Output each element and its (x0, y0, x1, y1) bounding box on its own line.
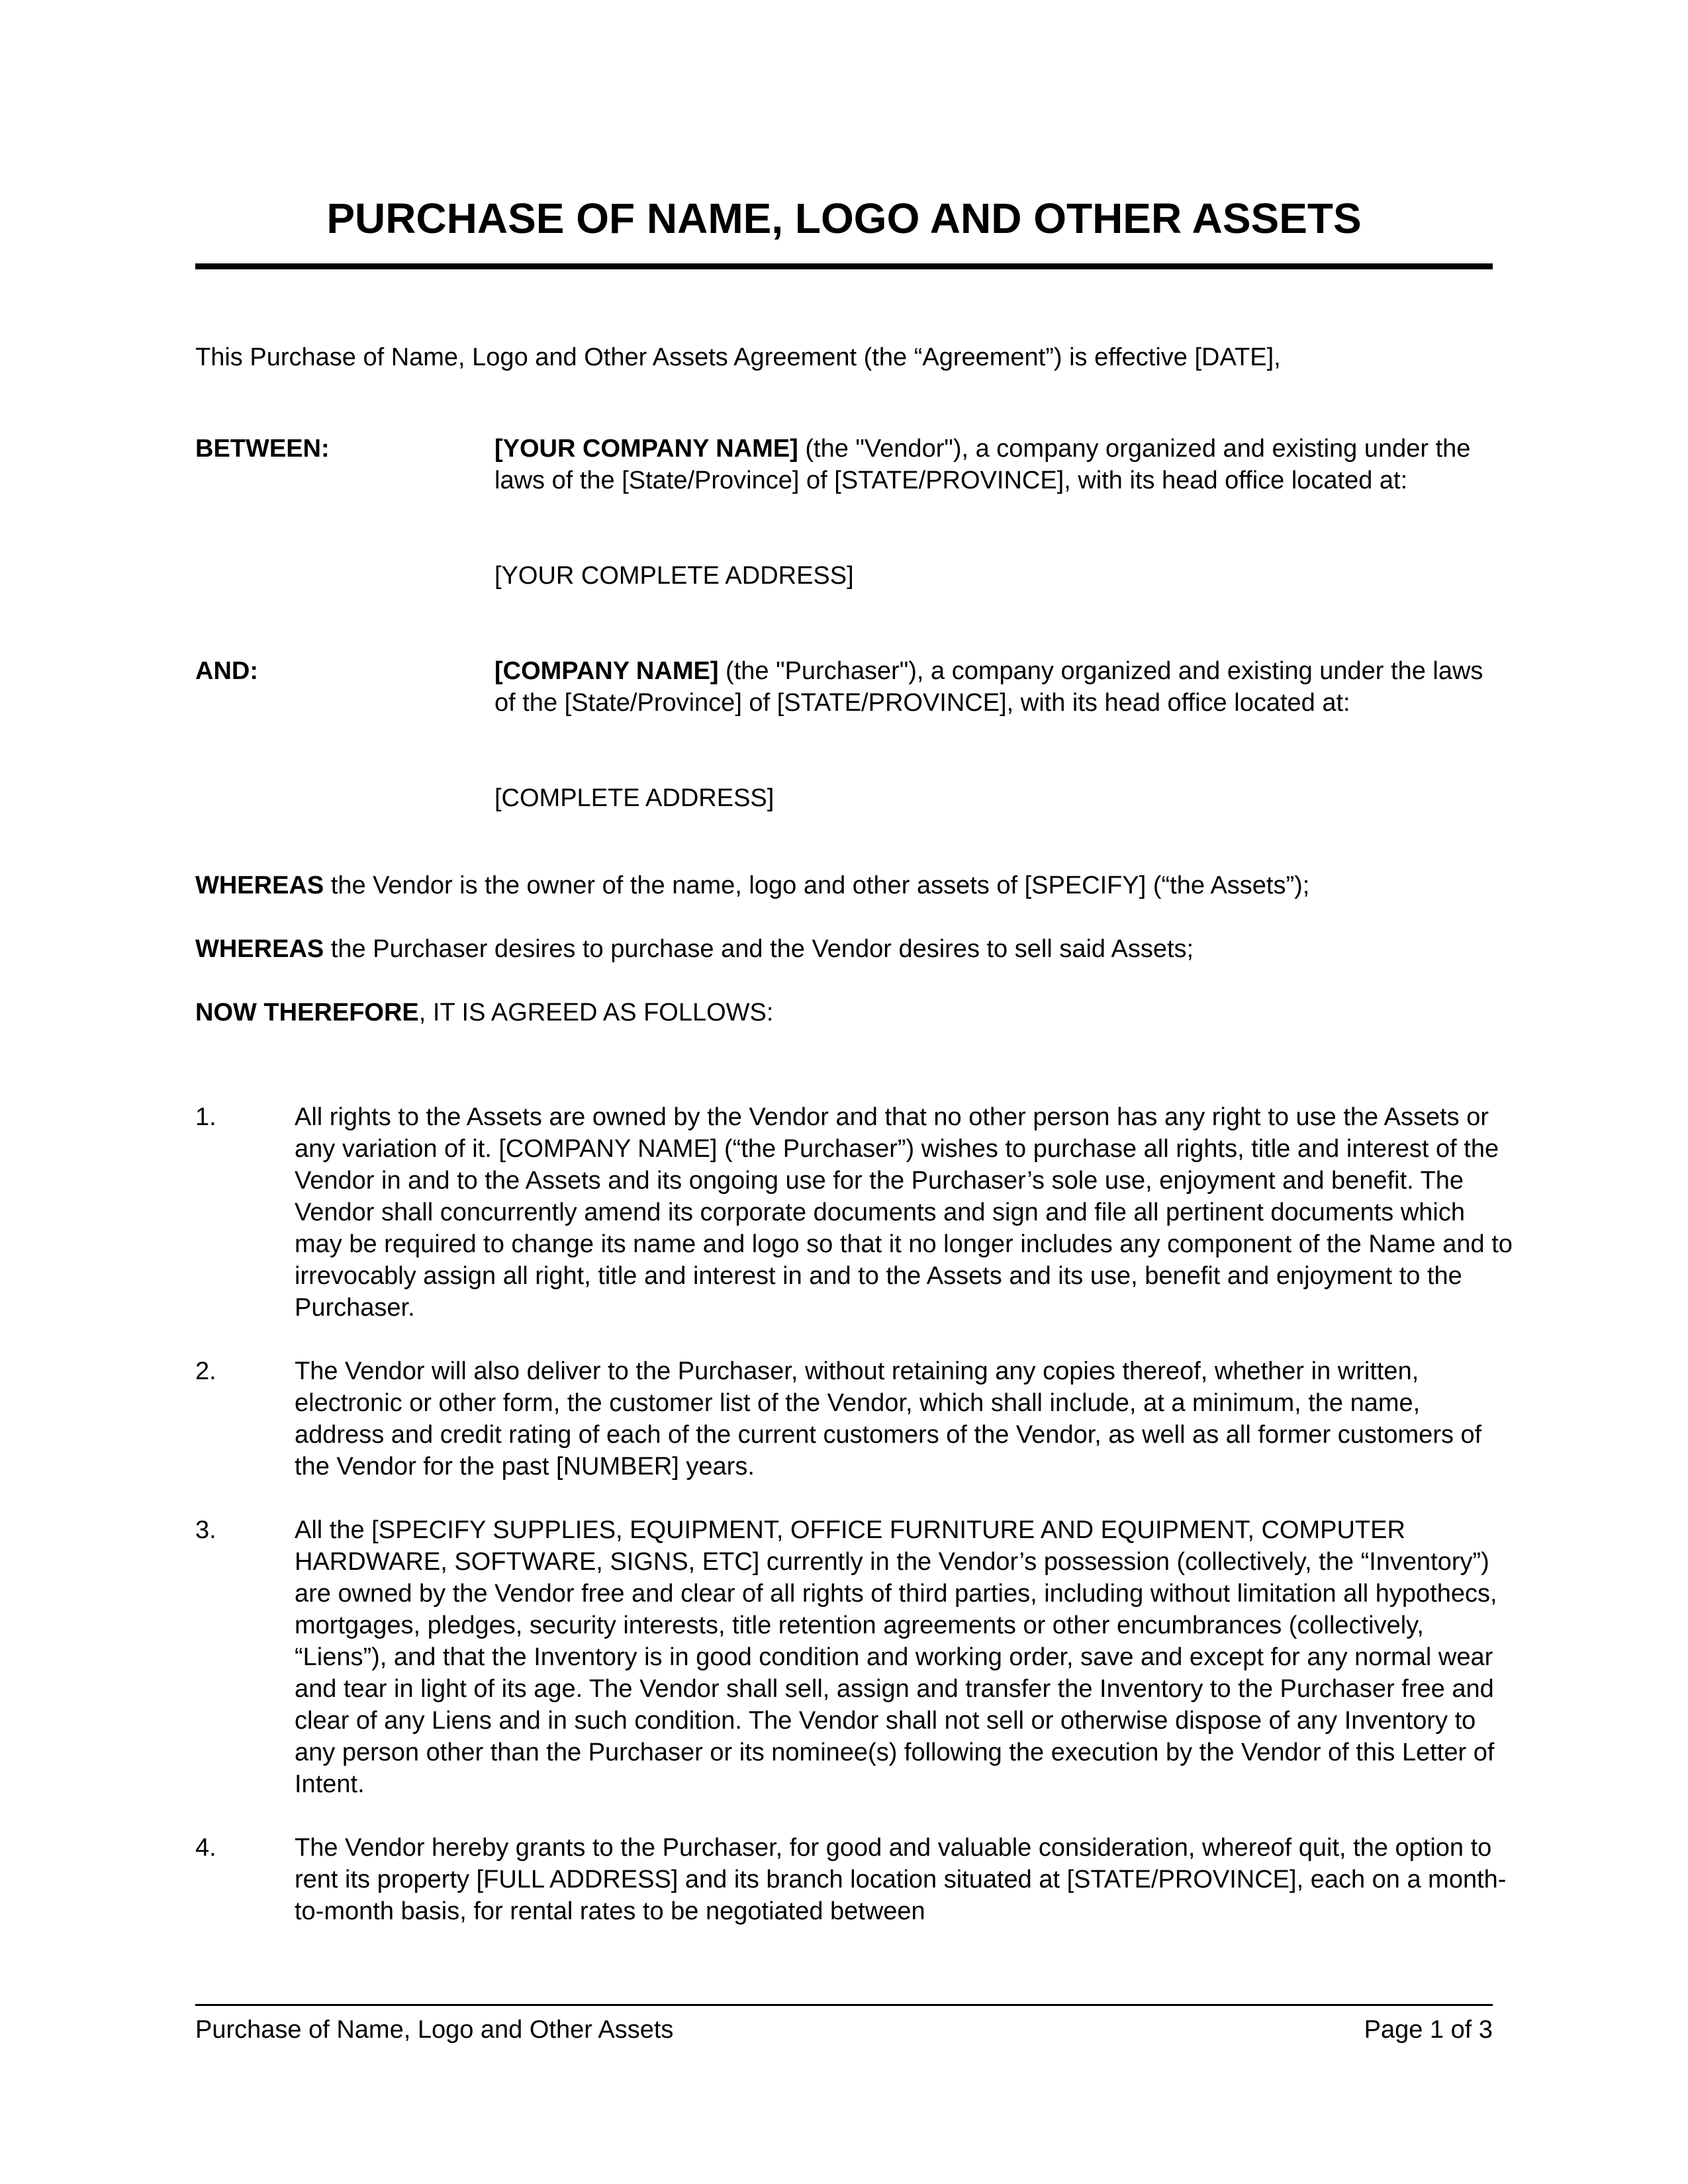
purchaser-address: [COMPLETE ADDRESS] (494, 784, 774, 812)
footer-divider (195, 2004, 1493, 2006)
clause-number: 2. (195, 1357, 216, 1385)
clause-text: The Vendor will also deliver to the Purchaser, without retaining any copies thereof, whether in written, electronic or other form, the customer list of the Vendor, which shall include, at a minimum, the name, address and credit rating of each of the current customers of the Vendor, as well as all former customers of the Vendor for the past [NUMBER] years. (295, 1357, 1482, 1480)
clause-text: All the [SPECIFY SUPPLIES, EQUIPMENT, OFFICE FURNITURE AND EQUIPMENT, COMPUTER HARDWARE, SOFTWARE, SIGNS, ETC] currently in the Vendor’s possession (collectively, the “Inventory”) are owned by the Vendor free and clear of all rights of third parties, including without limitation all hypothecs, mortgages, pledges, security interests, title retention agreements or other encumbrances (collectively, “Liens”), and that the Inventory is in good condition and working order, save and except for any normal wear and tear in light of its age. The Vendor shall sell, assign and transfer the Inventory to the Purchaser free and clear of any Liens and in such condition. The Vendor shall not sell or otherwise dispose of any Inventory to any person other than the Purchaser or its nominee(s) following the execution by the Vendor of this Letter of Intent. (295, 1516, 1497, 1798)
clause-number: 3. (195, 1516, 216, 1544)
clause-3 (195, 1514, 1513, 1800)
clause-number: 1. (195, 1103, 216, 1131)
recital-whereas-2 (195, 933, 1513, 965)
recital-text: the Purchaser desires to purchase and the Vendor desires to sell said Assets; (324, 935, 1194, 963)
party-and-label: AND: (195, 657, 258, 685)
recital-now-therefore (195, 997, 1513, 1028)
clause-list (195, 1101, 1513, 1959)
recital-text: , IT IS AGREED AS FOLLOWS: (418, 999, 774, 1026)
vendor-description: (the "Vendor"), a company organized and existing under the laws of the [State/Province] of [STATE/PROVINCE], with its head office located at: (494, 435, 1471, 494)
page-title: PURCHASE OF NAME, LOGO AND OTHER ASSETS (326, 195, 1362, 242)
clause-2 (195, 1355, 1513, 1482)
purchaser-description: (the "Purchaser"), a company organized and existing under the laws of the [State/Province] of [STATE/PROVINCE], with its head office located at: (494, 657, 1483, 717)
clause-text: The Vendor hereby grants to the Purchaser, for good and valuable consideration, whereof quit, the option to rent its property [FULL ADDRESS] and its branch location situated at [STATE/PROVINCE], each on a month-to-month basis, for rental rates to be negotiated between (295, 1834, 1507, 1925)
party-between-description (494, 433, 1501, 496)
clause-number: 4. (195, 1834, 216, 1862)
footer-document-title: Purchase of Name, Logo and Other Assets (195, 2016, 674, 2044)
footer-page-number: Page 1 of 3 (1364, 2016, 1493, 2044)
clause-1 (195, 1101, 1513, 1324)
party-between-label: BETWEEN: (195, 435, 330, 463)
vendor-address: [YOUR COMPLETE ADDRESS] (494, 562, 854, 590)
party-and-description (494, 655, 1501, 719)
recital-lead: NOW THEREFORE (195, 999, 419, 1026)
recital-whereas-1 (195, 870, 1513, 901)
clause-text: All rights to the Assets are owned by the Vendor and that no other person has any right to use the Assets or any variation of it. [COMPANY NAME] (“the Purchaser”) wishes to purchase all rights, title and interest of the Vendor in and to the Assets and its ongoing use for the Purchaser’s sole use, enjoyment and benefit. The Vendor shall concurrently amend its corporate documents and sign and file all pertinent documents which may be required to change its name and logo so that it no longer includes any component of the Name and to irrevocably assign all right, title and interest in and to the Assets and its use, benefit and enjoyment to the Purchaser. (295, 1103, 1513, 1322)
intro-paragraph: This Purchase of Name, Logo and Other Assets Agreement (the “Agreement”) is effective [DATE], (195, 343, 1281, 371)
recital-lead: WHEREAS (195, 872, 324, 899)
recital-text: the Vendor is the owner of the name, logo and other assets of [SPECIFY] (“the Assets”); (324, 872, 1310, 899)
recital-lead: WHEREAS (195, 935, 324, 963)
title-divider (195, 263, 1493, 269)
vendor-name: [YOUR COMPANY NAME] (494, 435, 798, 463)
clause-4 (195, 1832, 1513, 1927)
purchaser-name: [COMPANY NAME] (494, 657, 719, 685)
